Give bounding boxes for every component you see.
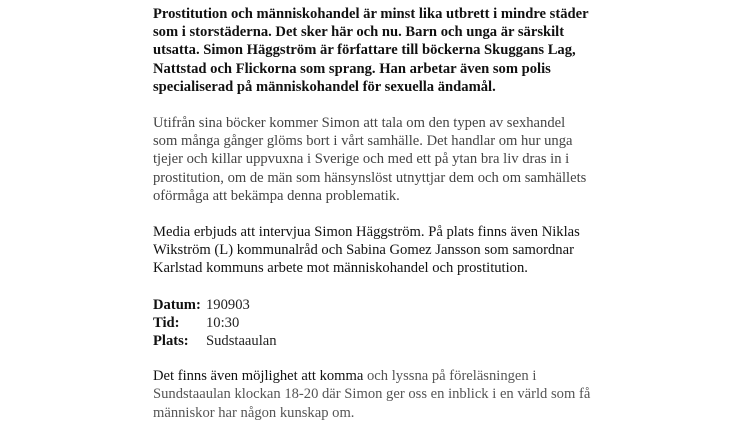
date-value: 190903 [206, 296, 250, 313]
place-value: Sudstaaulan [206, 333, 277, 350]
event-details [153, 296, 593, 351]
place-label: Plats: [153, 333, 189, 350]
closing-paragraph [153, 367, 593, 422]
place-row [153, 332, 593, 350]
closing-text-part2: och lyssna på föreläsningen i Sundstaaulan klockan 18-20 där Simon ger oss en inblick i en värld som få människor har någon kunskap om. [153, 368, 591, 421]
time-value: 10:30 [206, 314, 240, 331]
time-row [153, 314, 593, 332]
date-label: Datum: [153, 296, 201, 313]
media-paragraph: Media erbjuds att intervjua Simon Häggström. På plats finns även Niklas Wikström (L) kommunalråd och Sabina Gomez Jansson som samordnar Karlstad kommuns arbete mot människohandel och prostitution. [153, 224, 580, 277]
press-release [153, 5, 593, 422]
body-paragraph: Utifrån sina böcker kommer Simon att tala om den typen av sexhandel som många gånger glöms bort i vårt samhälle. Det handlar om hur unga tjejer och killar uppvuxna i Sverige och med ett på ytan bra liv dras in i prostitution, om de män som hänsynslöst utnyttjar dem och om samhällets oförmåga att bekämpa denna problematik. [153, 115, 587, 204]
time-label: Tid: [153, 314, 180, 331]
intro-paragraph: Prostitution och människohandel är minst lika utbrett i mindre städer som i storstäderna. Det sker här och nu. Barn och unga är särskilt utsatta. Simon Häggström är författare till böckerna Skuggans Lag, Nattstad och Flickorna som sprang. Han arbetar även som polis specialiserad på människohandel för sexuella ändamål. [153, 6, 589, 95]
date-row [153, 296, 593, 314]
closing-text-part1: Det finns även möjlighet att komma [153, 368, 364, 385]
